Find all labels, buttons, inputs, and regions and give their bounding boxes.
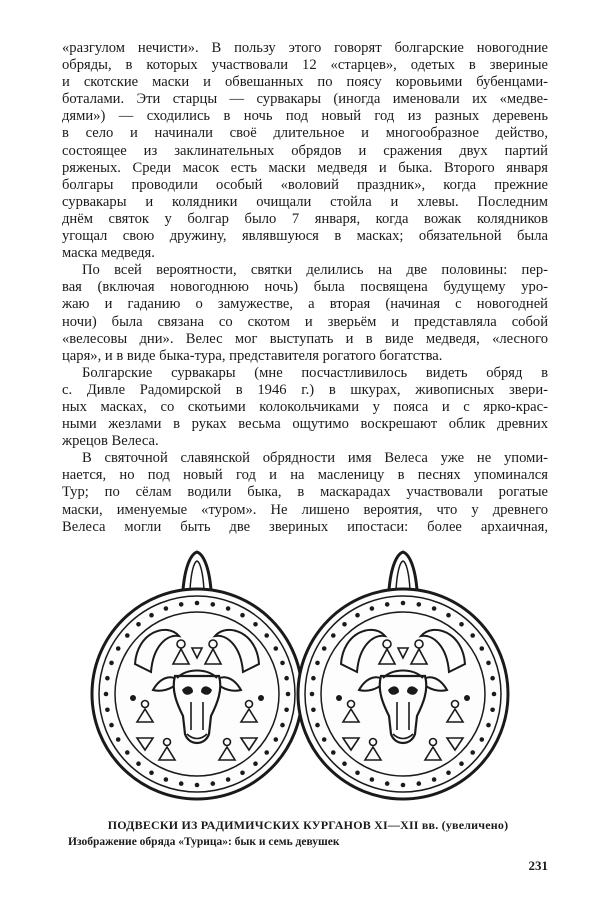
text-line: ряженых. Среди масок есть маски медведя и быка. Второго января xyxy=(62,159,548,176)
text-line: обряды, в которых участвовали 12 «старцев», одетых в звериные xyxy=(62,57,548,74)
pendants-illustration xyxy=(85,548,515,808)
text-line: маски, именуемые «туром». Не лишено вероятия, что у древнего xyxy=(62,501,548,518)
text-line: «велесовы дни». Велес мог выступать и в виде медведя, «лесного xyxy=(62,330,548,347)
text-line: состоящее из заклинательных обрядов и сражения двух партий xyxy=(62,142,548,159)
text-line: По всей вероятности, святки делились на две половины: пер- xyxy=(82,262,548,279)
text-line: дями») — сходились в ночь под новый год из разных деревень xyxy=(62,108,548,125)
text-line: «разгулом нечисти». В пользу этого говорят болгарские новогодние xyxy=(62,40,548,56)
text-line: болгары проводили особый «воловий праздник», когда прежние xyxy=(62,176,548,193)
text-line: в село и начинали своё длительное и многообразное действо, xyxy=(62,125,548,142)
text-line: жрецов Велеса. xyxy=(62,433,159,450)
text-line: боталами. Эти старцы — сурвакары (иногда именовали их «медве- xyxy=(62,91,548,108)
text-line: с. Дивле Радомирской в 1946 г.) в шкурах, живописных звери- xyxy=(62,381,548,398)
text-line: и скотские маски и обвешанных по поясу коровьими бубенцами- xyxy=(62,74,548,91)
text-line: царя», и в виде быка-тура, представителя рогатого богатства. xyxy=(62,347,443,364)
pendants-drawing xyxy=(85,548,515,808)
text-line: угощал свою дружину, являвшуюся в масках; обязательной была xyxy=(62,228,548,245)
page-number: 231 xyxy=(528,858,548,873)
text-line: ночи) была связана со скотом и зверьём и представляла собой xyxy=(62,313,548,330)
text-line: В святочной славянской обрядности имя Велеса уже не упоми- xyxy=(82,450,548,467)
figure-caption-subtitle: Изображение обряда «Турица»: бык и семь девушек xyxy=(68,836,340,848)
text-line: вая (включая новогоднюю ночь) была посвящена будущему уро- xyxy=(62,279,548,296)
text-line: нается, но под новый год и на масленицу в песнях упоминался xyxy=(62,467,548,484)
text-line: днём святок у болгар было 7 января, когда вожак колядников xyxy=(62,210,548,227)
figure-caption-title: ПОДВЕСКИ ИЗ РАДИМИЧСКИХ КУРГАНОВ XI—XII вв. (увеличено) xyxy=(107,818,509,832)
text-line: сурвакары и колядники очищали стойла и хлевы. Последним xyxy=(62,193,548,210)
text-line: маска медведя. xyxy=(62,245,155,262)
text-line: ных масках, со скотьими колокольчиками у пояса и с ярко-крас- xyxy=(62,398,548,415)
text-line: жаю и гаданию о замужестве, а вторая (начиная с новогодней xyxy=(62,296,548,313)
text-line: Тур; по сёлам водили быка, в маскарадах участвовали рогатые xyxy=(62,484,548,501)
text-line: Болгарские сурвакары (мне посчастливилось видеть обряд в xyxy=(82,364,548,381)
body-text xyxy=(62,40,548,536)
text-line: Велеса могли быть две звериных ипостаси: более архаичная, xyxy=(62,518,548,535)
text-line: ными жезлами в руках весьма ощутимо воскрешают облик древних xyxy=(62,416,548,433)
